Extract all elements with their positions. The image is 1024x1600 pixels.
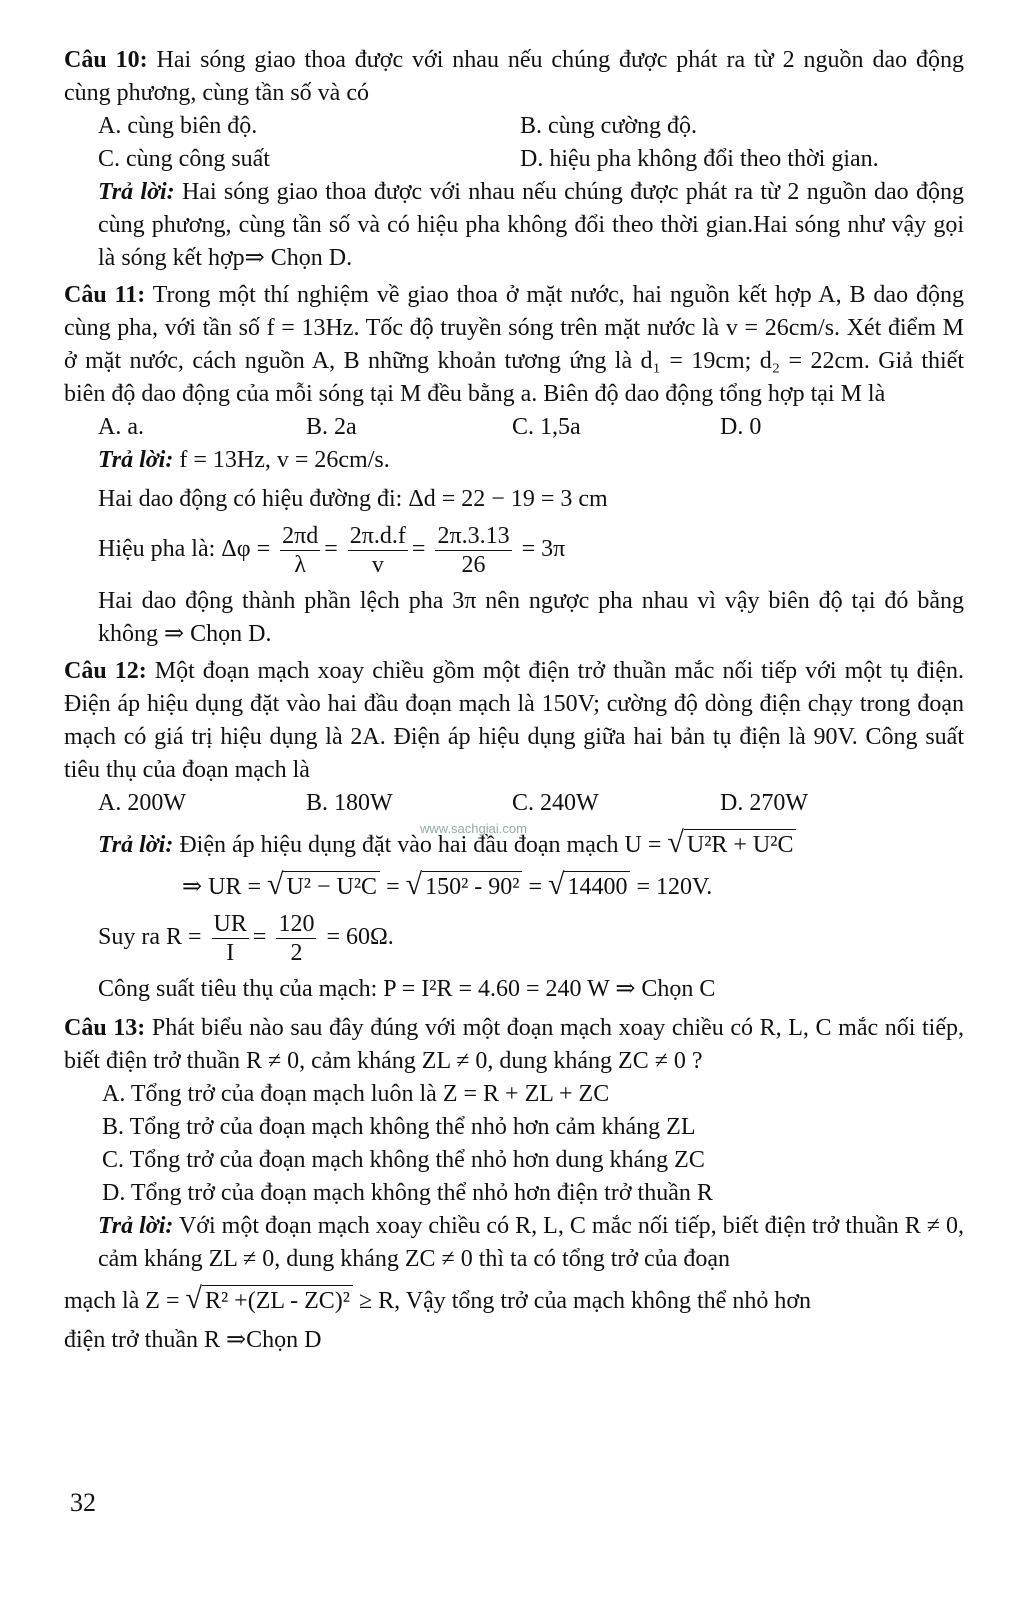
given-values: f = 13Hz, v = 26cm/s. — [173, 447, 390, 473]
options-10 — [64, 110, 964, 176]
fraction-1 — [280, 522, 320, 579]
formula-suffix: ≥ R, Vậy tổng trở của mạch không thể nhỏ hơn — [352, 1288, 812, 1314]
answer-13-formula — [64, 1282, 964, 1318]
ur-prefix: ⇒ UR = — [182, 874, 261, 900]
option-d: D. 0 — [720, 414, 762, 440]
option-b: B. cùng cường độ. — [520, 113, 698, 139]
sqrt-expression: 150² - 90² — [422, 871, 522, 902]
question-label: Câu 13: — [64, 1015, 146, 1041]
question-text: Trong một thí nghiệm về giao thoa ở mặt nước, hai nguồn kết hợp A, B dao động cùng pha, với tần số f = 13Hz. Tốc độ truyền sóng trên mặt nước là v = 26cm/s. Xét điểm M ở mặt nước, cách nguồn A, B những khoản tương ứng là d₁ = 19cm; d₂ = 22cm. Giả thiết biên độ dao động của mỗi sóng tại M đều bằng a. Biên độ dao động tổng hợp tại M là — [64, 282, 964, 407]
option-a: A. a. — [98, 414, 144, 440]
question-label: Câu 12: — [64, 658, 147, 684]
sqrt-expression: U² − U²C — [283, 871, 380, 902]
sqrt-symbol: √ — [667, 826, 684, 859]
answer-text: Với một đoạn mạch xoay chiều có R, L, C mắc nối tiếp, biết điện trở thuần R ≠ 0, cảm kháng ZL ≠ 0, dung kháng ZC ≠ 0 thì ta có tổng trở của đoạn — [98, 1213, 964, 1272]
numerator: 2πd — [282, 523, 319, 549]
denominator: v — [371, 552, 384, 578]
numerator: 2π.d.f — [349, 523, 406, 549]
answer-text: Điện áp hiệu dụng đặt vào hai đầu đoạn mạch U = — [173, 832, 662, 858]
option-b: B. 180W — [306, 790, 393, 816]
option-c: C. 1,5a — [512, 414, 581, 440]
question-label: Câu 10: — [64, 47, 148, 73]
question-13 — [64, 1012, 964, 1078]
numerator: 2π.3.13 — [437, 523, 510, 549]
sqrt-symbol: √ — [405, 868, 423, 901]
denominator: 26 — [461, 552, 486, 578]
answer-text: Hai sóng giao thoa được với nhau nếu chúng được phát ra từ 2 nguồn dao động cùng phương, cùng tần số và có hiệu pha không đổi theo thời gian.Hai sóng như vậy gọi là sóng kết hợp⇒ Chọn D. — [98, 179, 964, 271]
answer-10 — [64, 176, 964, 275]
answer-12-power: Công suất tiêu thụ của mạch: P = I²R = 4.60 = 240 W ⇒ Chọn C — [98, 976, 716, 1002]
path-difference: Hai dao động có hiệu đường đi: Δd = 22 − 19 = 3 cm — [98, 486, 608, 512]
denominator: I — [226, 940, 235, 966]
page-number: 32 — [70, 1488, 96, 1517]
denominator: λ — [294, 552, 306, 578]
r-result: = 60Ω. — [326, 924, 394, 951]
answer-label: Trả lời: — [98, 1213, 174, 1239]
phase-result: = 3π — [521, 536, 566, 563]
question-10 — [64, 44, 964, 110]
question-12 — [64, 655, 964, 787]
sqrt-symbol: √ — [185, 1282, 202, 1315]
sqrt-symbol: √ — [266, 868, 284, 901]
option-c: C. cùng công suất — [98, 146, 270, 172]
option-c: C. 240W — [512, 790, 599, 816]
option-d: D. Tổng trở của đoạn mạch không thể nhỏ hơn điện trở thuần R — [102, 1180, 713, 1206]
sqrt-expression: U²R + U²C — [684, 829, 797, 860]
phase-prefix: Hiệu pha là: Δφ = — [98, 536, 271, 563]
option-d: D. hiệu pha không đổi theo thời gian. — [520, 146, 879, 172]
option-b: B. 2a — [306, 414, 357, 440]
answer-label: Trả lời: — [98, 179, 175, 205]
answer-13-end: điện trở thuần R ⇒Chọn D — [64, 1327, 322, 1353]
answer-13 — [64, 1210, 964, 1276]
question-text: Một đoạn mạch xoay chiều gồm một điện trở thuần mắc nối tiếp với một tụ điện. Điện áp hiệu dụng đặt vào hai đầu đoạn mạch là 150V; cường độ dòng điện chạy trong đoạn mạch có giá trị hiệu dụng là 2A. Điện áp hiệu dụng giữa hai bản tụ điện là 90V. Công suất tiêu thụ của đoạn mạch là — [64, 658, 964, 783]
fraction-ur-i — [212, 910, 249, 967]
phase-formula: Hiệu pha là: Δφ = $\frac{2\pi d}{\lambda}$ = $\frac{2\pi.d.f}{v}$ = $\frac{2\pi.3.13}{26}$ = 3π — [98, 523, 566, 578]
answer-11-given — [64, 444, 964, 477]
answer-12-resistance: Suy ra R = $\frac{UR}{I}$ = $\frac{120}{2}$ = 60Ω. — [98, 911, 394, 966]
sqrt-expression: R² +(ZL - ZC)² — [202, 1285, 353, 1316]
numerator: UR — [213, 911, 247, 937]
option-d: D. 270W — [720, 790, 808, 816]
numerator: 120 — [278, 911, 315, 937]
fraction-2 — [348, 522, 408, 579]
options-13 — [64, 1078, 964, 1210]
option-a: A. Tổng trở của đoạn mạch luôn là Z = R + ZL + ZC — [102, 1081, 610, 1107]
question-11 — [64, 279, 964, 411]
answer-label: Trả lời: — [98, 832, 174, 858]
fraction-120-2 — [276, 910, 316, 967]
sqrt-expression: 14400 — [564, 871, 630, 902]
fraction-3 — [435, 522, 511, 579]
formula-prefix: mạch là Z = — [64, 1288, 180, 1314]
r-prefix: Suy ra R = — [98, 924, 202, 951]
sqrt-symbol: √ — [548, 868, 565, 901]
page-content — [64, 40, 964, 1357]
options-11 — [64, 411, 964, 444]
option-a: A. 200W — [98, 790, 186, 816]
watermark: www.sachgiai.com — [420, 821, 527, 836]
denominator: 2 — [290, 940, 303, 966]
conclusion-11: Hai dao động thành phần lệch pha 3π nên ngược pha nhau vì vậy biên độ tại đó bằng không ⇒ Chọn D. — [98, 588, 964, 647]
option-b: B. Tổng trở của đoạn mạch không thể nhỏ hơn cảm kháng ZL — [102, 1114, 696, 1140]
question-text: Phát biểu nào sau đây đúng với một đoạn mạch xoay chiều có R, L, C mắc nối tiếp, biết điện trở thuần R ≠ 0, cảm kháng ZL ≠ 0, dung kháng ZC ≠ 0 ? — [64, 1015, 965, 1074]
answer-label: Trả lời: — [98, 447, 174, 473]
ur-result: = 120V. — [636, 874, 713, 900]
question-text: Hai sóng giao thoa được với nhau nếu chúng được phát ra từ 2 nguồn dao động cùng phương, cùng tần số và có — [64, 47, 965, 106]
option-c: C. Tổng trở của đoạn mạch không thể nhỏ hơn dung kháng ZC — [102, 1147, 705, 1173]
option-a: A. cùng biên độ. — [98, 113, 258, 139]
question-label: Câu 11: — [64, 282, 146, 308]
answer-12-line2: ⇒ UR = √ U² − U²C = √ 150² - 90² = √ 14400 = 120V. — [182, 868, 713, 901]
